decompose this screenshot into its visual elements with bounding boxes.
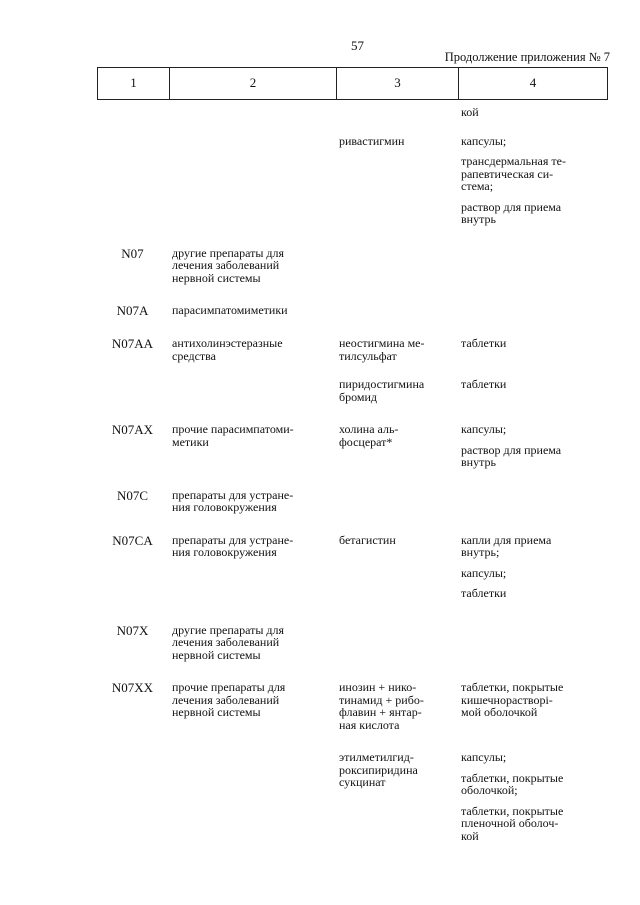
table-body: [97, 100, 608, 842]
drug-entry: [335, 681, 608, 731]
dosage-form: таблетки: [461, 377, 507, 391]
dosage-form: капсулы;: [461, 565, 507, 580]
continuation-label: Продолжение приложения № 7: [444, 50, 610, 64]
atc-code: N07CA: [112, 532, 153, 548]
table-row: [97, 337, 608, 403]
drug-name: пиридостигмина бромид: [339, 377, 425, 404]
table-row: [97, 624, 608, 662]
drug-entry: [335, 423, 608, 469]
dosage-form: раствор для приема внутрь: [461, 442, 562, 469]
atc-code: N07X: [116, 622, 149, 638]
drug-entry: [335, 106, 608, 119]
dosage-form: капсулы;: [461, 133, 507, 148]
header-col-1: 1: [130, 75, 137, 90]
group-name: прочие препараты для лечения заболеваний нервной системы: [172, 680, 286, 719]
table-row: [97, 247, 608, 285]
drug-name: бетагистин: [339, 532, 396, 547]
dosage-form: таблетки, покрытые оболочкой;: [461, 770, 564, 797]
drug-entry: [335, 378, 608, 403]
dosage-form: таблетки, покрытые кишечнорастворі- мой оболочкой: [461, 680, 564, 719]
group-name: парасимпатомиметики: [172, 303, 288, 317]
dosage-form: таблетки: [461, 336, 507, 350]
drug-entry: [335, 135, 608, 226]
group-name: антихолинэстеразные средства: [172, 336, 283, 363]
drug-entry: [335, 337, 608, 362]
dosage-form: капли для приема внутрь;: [461, 532, 552, 559]
header-col-4: 4: [458, 68, 607, 99]
atc-code: N07AX: [111, 422, 154, 437]
table-row: [97, 135, 608, 226]
table-header: [97, 67, 608, 100]
table-row: [97, 304, 608, 317]
header-col-3: 3: [336, 68, 458, 99]
drug-name: ривастигмин: [339, 133, 405, 148]
group-name: препараты для устране- ния головокружения: [172, 487, 294, 514]
group-name: другие препараты для лечения заболеваний нервной системы: [172, 622, 285, 662]
dosage-form: таблетки: [461, 586, 507, 600]
group-name: препараты для устране- ния головокружения: [172, 532, 294, 559]
dosage-form: таблетки, покрытые пленочной оболоч- кой: [461, 803, 564, 843]
table-row: [97, 681, 608, 842]
atc-code: N07C: [116, 487, 149, 503]
dosage-form: раствор для приема внутрь: [461, 199, 562, 226]
page-number: 57: [351, 38, 364, 53]
atc-code: N07A: [116, 303, 149, 318]
table-row: [97, 423, 608, 469]
drug-entry: [335, 534, 608, 600]
dosage-form: трансдермальная те- рапевтическая си- стема;: [461, 154, 566, 193]
drug-name: инозин + нико- тинамид + рибо- флавин + янтар- ная кислота: [339, 680, 424, 732]
dosage-form: капсулы;: [461, 750, 507, 764]
atc-code: N07AA: [111, 336, 154, 351]
group-name: прочие парасимпатоми- метики: [172, 422, 294, 449]
table-row: [97, 534, 608, 600]
dosage-form: кой: [461, 105, 479, 119]
drug-name: неостигмина ме- тилсульфат: [339, 336, 425, 363]
group-name: другие препараты для лечения заболеваний нервной системы: [172, 245, 285, 285]
table-row: [97, 106, 608, 119]
table-row: [97, 489, 608, 514]
drug-entry: [335, 751, 608, 842]
atc-code: N07: [121, 245, 144, 261]
atc-code: N07XX: [111, 680, 154, 695]
drug-name: холина аль- фосцерат*: [339, 422, 399, 449]
header-col-2: 2: [169, 68, 336, 99]
drug-name: этилметилгид- роксипиридина сукцинат: [339, 750, 418, 789]
dosage-form: капсулы;: [461, 422, 507, 436]
